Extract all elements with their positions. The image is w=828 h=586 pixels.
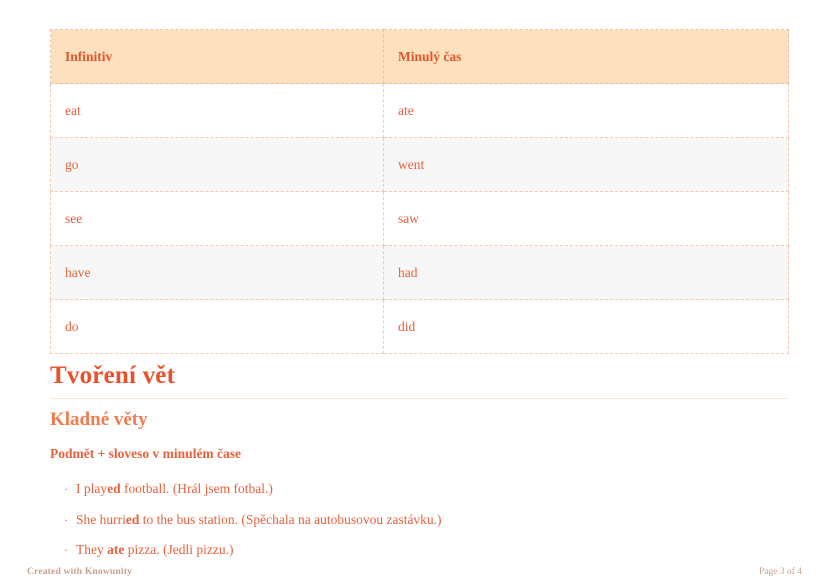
column-header-infinitive: Infinitiv bbox=[51, 30, 384, 84]
list-item-text-pre: I play bbox=[76, 481, 108, 496]
heading-divider bbox=[50, 398, 788, 399]
list-item-text-pre: She hurri bbox=[76, 511, 126, 527]
list-item-text-pre: They bbox=[76, 542, 108, 557]
list-item-text-post: football. (Hrál jsem fotbal.) bbox=[120, 481, 273, 496]
irregular-verbs-table bbox=[50, 29, 789, 354]
bullet-icon: · bbox=[64, 543, 68, 557]
table-row bbox=[51, 138, 789, 192]
list-item-text bbox=[76, 481, 273, 496]
list-item-text-post: pizza. (Jedli pizzu.) bbox=[124, 542, 234, 557]
cell-infinitive: have bbox=[51, 246, 384, 300]
cell-past: went bbox=[384, 138, 789, 192]
table-row bbox=[51, 192, 789, 246]
table-row bbox=[51, 84, 789, 138]
column-header-past: Minulý čas bbox=[384, 30, 789, 84]
formula-text: Podmět + sloveso v minulém čase bbox=[50, 446, 242, 461]
cell-past: had bbox=[384, 246, 789, 300]
cell-past: ate bbox=[384, 84, 789, 138]
footer-page-number: Page 3 of 4 bbox=[758, 567, 802, 577]
cell-infinitive: see bbox=[51, 192, 384, 246]
list-item-text-bold: ed bbox=[107, 481, 121, 496]
table-row bbox=[51, 300, 789, 354]
cell-infinitive: do bbox=[51, 300, 384, 354]
list-item-text bbox=[76, 512, 442, 527]
list-item bbox=[64, 505, 784, 536]
table-header bbox=[51, 30, 789, 84]
list-item-text bbox=[76, 542, 233, 557]
table-header-row bbox=[51, 30, 789, 84]
list-item bbox=[64, 535, 784, 566]
footer-attribution: Created with Knowunity bbox=[27, 567, 133, 577]
section-heading: Tvoření vět bbox=[50, 362, 176, 389]
cell-past: did bbox=[384, 300, 789, 354]
list-item-text-bold: ate bbox=[107, 542, 125, 557]
list-item-text-bold: ed bbox=[125, 511, 140, 527]
list-item bbox=[64, 474, 784, 505]
list-item-text-post: to the bus station. (Spěchala na autobusovou zastávku.) bbox=[139, 511, 442, 527]
cell-infinitive: eat bbox=[51, 84, 384, 138]
table-row bbox=[51, 246, 789, 300]
bullet-icon: · bbox=[64, 512, 68, 527]
example-list bbox=[64, 474, 784, 566]
cell-infinitive: go bbox=[51, 138, 384, 192]
section-subheading: Kladné věty bbox=[50, 409, 148, 430]
bullet-icon: · bbox=[64, 482, 68, 496]
cell-past: saw bbox=[384, 192, 789, 246]
table-body bbox=[51, 84, 789, 354]
